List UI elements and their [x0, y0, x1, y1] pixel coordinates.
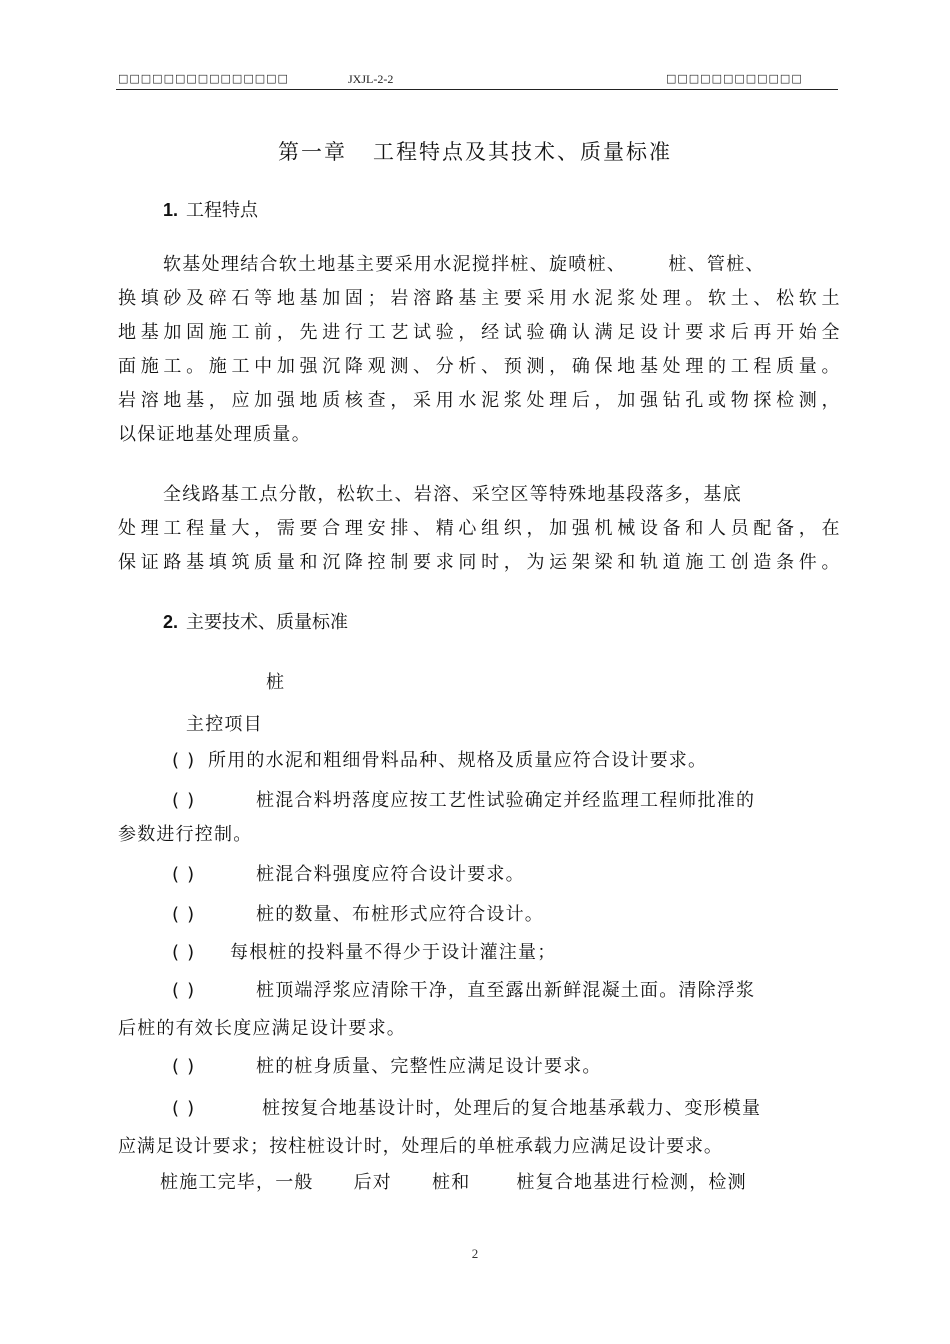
item-text: 桩按复合地基设计时，处理后的复合地基承载力、变形模量 [262, 1098, 762, 1119]
item-number: ( ) [172, 790, 196, 811]
list-item [172, 786, 755, 812]
main-control-items-title: 主控项目 [186, 714, 263, 735]
paragraph-line: 换填砂及碎石等地基加固；岩溶路基主要采用水泥浆处理。软土、松软土 [118, 288, 840, 309]
section-1-heading [163, 196, 258, 222]
chapter-title [0, 136, 950, 166]
paragraph-line: 面施工。施工中加强沉降观测、分析、预测，确保地基处理的工程质量。 [118, 356, 840, 377]
paragraph-line: 处理工程量大，需要合理安排、精心组织，加强机械设备和人员配备，在 [118, 518, 840, 539]
list-item [172, 1052, 602, 1078]
paragraph-line: 保证路基填筑质量和沉降控制要求同时，为运架梁和轨道施工创造条件。 [118, 552, 840, 573]
paragraph-line: 岩溶地基，应加强地质核查，采用水泥浆处理后，加强钻孔或物探检测， [118, 390, 840, 411]
list-item [172, 938, 556, 964]
section-1-paragraph-1 [118, 248, 840, 452]
closing-line-part: 桩施工完毕，一般 [160, 1172, 314, 1193]
item-number: ( ) [172, 864, 196, 885]
header-right-text: □□□□□□□□□□□□ [666, 72, 803, 85]
pile-subheading: 桩 [266, 672, 286, 693]
item-number: ( ) [172, 750, 196, 771]
list-item [172, 1094, 761, 1120]
section-1-title: 工程特点 [186, 200, 259, 221]
item-text: 桩的数量、布桩形式应符合设计。 [256, 904, 544, 925]
list-item [172, 860, 525, 886]
paragraph-line: 地基加固施工前，先进行工艺试验，经试验确认满足设计要求后再开始全 [118, 322, 840, 343]
section-2-number: 2. [163, 612, 179, 632]
closing-line [160, 1168, 747, 1194]
list-item [172, 746, 707, 772]
item-number: ( ) [172, 942, 196, 963]
item-text: 桩顶端浮浆应清除干净，直至露出新鲜混凝土面。清除浮浆 [256, 980, 756, 1001]
list-item-continuation: 参数进行控制。 [118, 824, 253, 845]
closing-line-part: 桩复合地基进行检测，检测 [516, 1172, 747, 1193]
item-number: ( ) [172, 1056, 196, 1077]
header-rule [116, 89, 838, 90]
header-left-text: □□□□□□□□□□□□□□□ [118, 72, 289, 85]
header-document-code: JXJL-2-2 [348, 72, 394, 86]
list-item-continuation: 后桩的有效长度应满足设计要求。 [118, 1018, 406, 1039]
chapter-name: 工程特点及其技术、质量标准 [373, 140, 672, 164]
list-item [172, 900, 544, 926]
item-text: 桩的桩身质量、完整性应满足设计要求。 [256, 1056, 602, 1077]
item-text: 所用的水泥和粗细骨料品种、规格及质量应符合设计要求。 [208, 750, 708, 771]
section-2-title: 主要技术、质量标准 [186, 612, 349, 633]
item-text: 桩混合料强度应符合设计要求。 [256, 864, 525, 885]
item-text: 每根桩的投料量不得少于设计灌注量； [230, 942, 557, 963]
closing-line-part: 桩和 [432, 1172, 471, 1193]
item-text: 桩混合料坍落度应按工艺性试验确定并经监理工程师批准的 [256, 790, 756, 811]
paragraph-line: 软基处理结合软土地基主要采用水泥搅拌桩、旋喷桩、 桩、管桩、 [163, 254, 765, 275]
section-1-paragraph-2 [118, 478, 840, 580]
paragraph-line: 以保证地基处理质量。 [118, 424, 311, 445]
section-1-number: 1. [163, 200, 179, 220]
section-2-heading [163, 608, 348, 634]
page-number: 2 [471, 1246, 479, 1261]
item-number: ( ) [172, 1098, 196, 1119]
chapter-number: 第一章 [278, 140, 347, 164]
item-number: ( ) [172, 904, 196, 925]
closing-line-part: 后对 [353, 1172, 393, 1193]
list-item [172, 976, 755, 1002]
paragraph-line: 全线路基工点分散，松软土、岩溶、采空区等特殊地基段落多，基底 [163, 484, 742, 505]
item-number: ( ) [172, 980, 196, 1001]
list-item-continuation: 应满足设计要求；按柱桩设计时，处理后的单桩承载力应满足设计要求。 [118, 1136, 723, 1157]
